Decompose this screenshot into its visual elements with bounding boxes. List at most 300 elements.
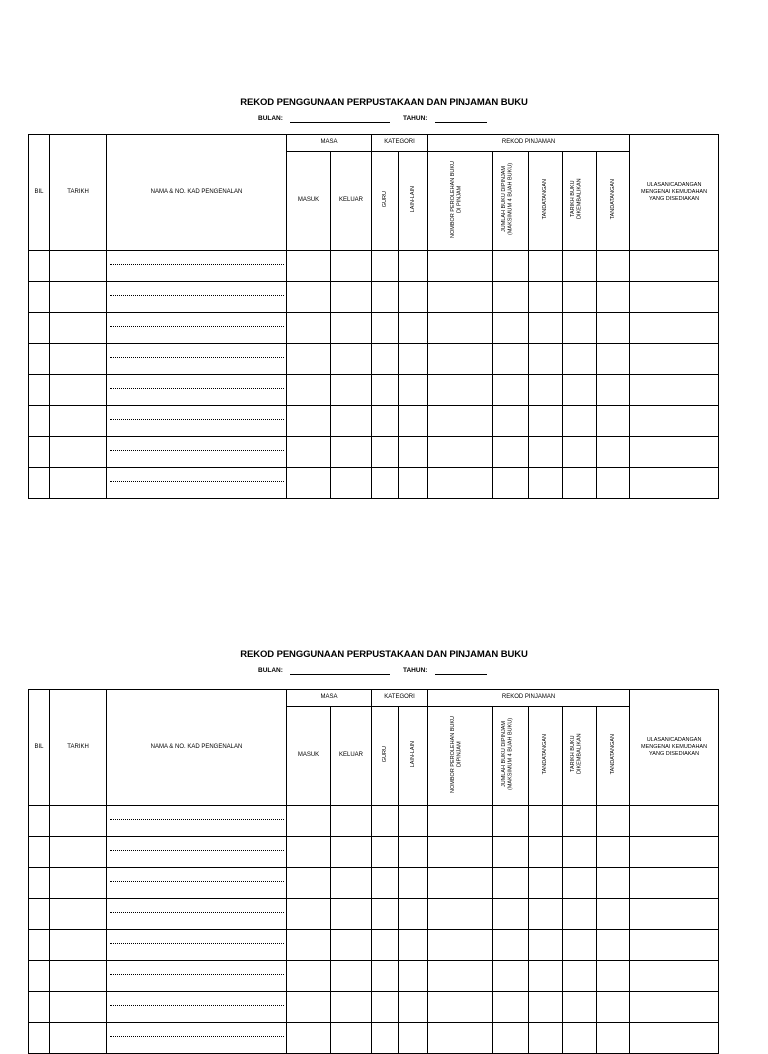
- entry-cell[interactable]: [630, 406, 719, 437]
- dotted-line: [110, 450, 284, 451]
- name-entry-cell[interactable]: [107, 1023, 287, 1054]
- table-row: [29, 468, 719, 499]
- entry-cell[interactable]: [563, 282, 597, 313]
- entry-cell[interactable]: [399, 344, 428, 375]
- entry-cell[interactable]: [50, 437, 107, 468]
- entry-cell[interactable]: [529, 375, 563, 406]
- entry-cell[interactable]: [50, 313, 107, 344]
- entry-cell[interactable]: [287, 282, 331, 313]
- entry-cell[interactable]: [372, 468, 399, 499]
- table-row: [29, 282, 719, 313]
- entry-cell[interactable]: [50, 251, 107, 282]
- entry-cell[interactable]: [493, 899, 529, 930]
- entry-cell[interactable]: [287, 313, 331, 344]
- entry-cell[interactable]: [529, 1023, 563, 1054]
- entry-cell[interactable]: [50, 282, 107, 313]
- header-lain-lain: [399, 152, 428, 251]
- header-ulasan-text: ULASAN/CADANGAN MENGENAI KEMUDAHAN YANG DISEDIAKAN: [641, 737, 708, 757]
- entry-cell[interactable]: [563, 806, 597, 837]
- table-row: [29, 930, 719, 961]
- header-masa: MASA: [287, 135, 372, 152]
- form-title: REKOD PENGGUNAAN PERPUSTAKAAN DAN PINJAMAN BUKU: [240, 649, 528, 660]
- entry-cell[interactable]: [493, 1023, 529, 1054]
- entry-cell[interactable]: [597, 437, 630, 468]
- header-tandatangan-2: [597, 152, 630, 251]
- table-body: [29, 806, 719, 1054]
- tahun-field[interactable]: [435, 122, 487, 123]
- header-tandatangan-1-text: TANDATANGAN: [542, 179, 549, 220]
- bulan-field[interactable]: [290, 122, 390, 123]
- header-guru: [372, 152, 399, 251]
- header-kategori: KATEGORI: [372, 135, 428, 152]
- entry-cell[interactable]: [630, 930, 719, 961]
- table-row: [29, 992, 719, 1023]
- entry-cell[interactable]: [372, 375, 399, 406]
- dotted-line: [110, 264, 284, 265]
- entry-cell[interactable]: [563, 992, 597, 1023]
- entry-cell[interactable]: [529, 344, 563, 375]
- entry-cell[interactable]: [529, 468, 563, 499]
- bulan-field[interactable]: [290, 674, 390, 675]
- dotted-line: [110, 881, 284, 882]
- header-tandatangan-2-text: TANDATANGAN: [609, 734, 616, 775]
- header-tandatangan-1: [529, 707, 563, 806]
- entry-cell[interactable]: [630, 868, 719, 899]
- entry-cell[interactable]: [50, 1023, 107, 1054]
- entry-cell[interactable]: [493, 837, 529, 868]
- entry-cell[interactable]: [597, 406, 630, 437]
- entry-cell[interactable]: [493, 806, 529, 837]
- entry-cell[interactable]: [29, 1023, 50, 1054]
- entry-cell[interactable]: [331, 837, 372, 868]
- entry-cell[interactable]: [630, 992, 719, 1023]
- entry-cell[interactable]: [493, 961, 529, 992]
- entry-cell[interactable]: [529, 837, 563, 868]
- entry-cell[interactable]: [493, 282, 529, 313]
- header-jumlah-buku-text: JUMLAH BUKU DIPINJAM (MAKSIMUM 4 BUAH BUKU): [500, 718, 514, 791]
- entry-cell[interactable]: [597, 868, 630, 899]
- entry-cell[interactable]: [597, 251, 630, 282]
- entry-cell[interactable]: [372, 992, 399, 1023]
- dotted-line: [110, 388, 284, 389]
- header-tarikh-dikembalikan-text: TARIKH BUKU DIKEMBALIKAN: [569, 178, 583, 220]
- rekod-table: [28, 134, 719, 499]
- header-lain-lain-text: LAIN-LAIN: [409, 741, 416, 768]
- entry-cell[interactable]: [563, 406, 597, 437]
- entry-cell[interactable]: [29, 282, 50, 313]
- entry-cell[interactable]: [331, 992, 372, 1023]
- entry-cell[interactable]: [428, 251, 493, 282]
- entry-cell[interactable]: [287, 868, 331, 899]
- entry-cell[interactable]: [428, 1023, 493, 1054]
- entry-cell[interactable]: [287, 437, 331, 468]
- header-nombor-perolehan-text: NOMBOR PEROLEHAN BUKU DI PINJAM: [450, 160, 463, 238]
- entry-cell[interactable]: [50, 837, 107, 868]
- entry-cell[interactable]: [563, 313, 597, 344]
- table-row: [29, 313, 719, 344]
- header-masuk: MASUK: [287, 707, 331, 806]
- entry-cell[interactable]: [399, 806, 428, 837]
- header-rekod-pinjaman: REKOD PINJAMAN: [428, 135, 630, 152]
- entry-cell[interactable]: [399, 992, 428, 1023]
- entry-cell[interactable]: [331, 251, 372, 282]
- entry-cell[interactable]: [29, 406, 50, 437]
- entry-cell[interactable]: [428, 961, 493, 992]
- entry-cell[interactable]: [399, 1023, 428, 1054]
- dotted-line: [110, 1036, 284, 1037]
- entry-cell[interactable]: [372, 930, 399, 961]
- table-body: [29, 251, 719, 499]
- name-entry-cell[interactable]: [107, 282, 287, 313]
- entry-cell[interactable]: [50, 961, 107, 992]
- entry-cell[interactable]: [287, 899, 331, 930]
- entry-cell[interactable]: [529, 313, 563, 344]
- entry-cell[interactable]: [630, 251, 719, 282]
- entry-cell[interactable]: [597, 837, 630, 868]
- entry-cell[interactable]: [331, 282, 372, 313]
- header-tarikh-dikembalikan-text: TARIKH BUKU DIKEMBALIKAN: [569, 733, 583, 775]
- entry-cell[interactable]: [287, 930, 331, 961]
- tahun-label: TAHUN:: [403, 667, 428, 674]
- name-entry-cell[interactable]: [107, 806, 287, 837]
- entry-cell[interactable]: [493, 344, 529, 375]
- entry-cell[interactable]: [597, 1023, 630, 1054]
- tahun-label: TAHUN:: [403, 115, 428, 122]
- entry-cell[interactable]: [29, 313, 50, 344]
- entry-cell[interactable]: [287, 468, 331, 499]
- entry-cell[interactable]: [29, 961, 50, 992]
- dotted-line: [110, 850, 284, 851]
- header-bil: BIL: [29, 135, 50, 251]
- header-guru: [372, 707, 399, 806]
- dotted-line: [110, 481, 284, 482]
- entry-cell[interactable]: [597, 313, 630, 344]
- name-entry-cell[interactable]: [107, 468, 287, 499]
- entry-cell[interactable]: [399, 837, 428, 868]
- name-entry-cell[interactable]: [107, 344, 287, 375]
- entry-cell[interactable]: [529, 992, 563, 1023]
- entry-cell[interactable]: [563, 251, 597, 282]
- entry-cell[interactable]: [372, 282, 399, 313]
- entry-cell[interactable]: [331, 806, 372, 837]
- entry-cell[interactable]: [331, 375, 372, 406]
- entry-cell[interactable]: [372, 899, 399, 930]
- header-tandatangan-2: [597, 707, 630, 806]
- entry-cell[interactable]: [331, 313, 372, 344]
- entry-cell[interactable]: [493, 406, 529, 437]
- entry-cell[interactable]: [372, 1023, 399, 1054]
- entry-cell[interactable]: [29, 930, 50, 961]
- entry-cell[interactable]: [428, 375, 493, 406]
- entry-cell[interactable]: [630, 313, 719, 344]
- entry-cell[interactable]: [529, 930, 563, 961]
- bulan-label: BULAN:: [258, 115, 283, 122]
- entry-cell[interactable]: [493, 930, 529, 961]
- entry-cell[interactable]: [597, 282, 630, 313]
- entry-cell[interactable]: [29, 437, 50, 468]
- entry-cell[interactable]: [630, 961, 719, 992]
- entry-cell[interactable]: [399, 930, 428, 961]
- dotted-line: [110, 419, 284, 420]
- entry-cell[interactable]: [331, 930, 372, 961]
- entry-cell[interactable]: [399, 868, 428, 899]
- entry-cell[interactable]: [563, 1023, 597, 1054]
- entry-cell[interactable]: [428, 313, 493, 344]
- name-entry-cell[interactable]: [107, 313, 287, 344]
- entry-cell[interactable]: [529, 806, 563, 837]
- entry-cell[interactable]: [630, 899, 719, 930]
- table-row: [29, 1023, 719, 1054]
- bulan-label: BULAN:: [258, 667, 283, 674]
- header-bil: BIL: [29, 690, 50, 806]
- entry-cell[interactable]: [287, 406, 331, 437]
- header-nombor-perolehan-text: NOMBOR PEROLEHAN BUKU DIPINJAM: [450, 715, 463, 793]
- header-kategori: KATEGORI: [372, 690, 428, 707]
- entry-cell[interactable]: [29, 375, 50, 406]
- header-tandatangan-2-text: TANDATANGAN: [609, 179, 616, 220]
- name-entry-cell[interactable]: [107, 961, 287, 992]
- header-rekod-pinjaman: REKOD PINJAMAN: [428, 690, 630, 707]
- name-entry-cell[interactable]: [107, 406, 287, 437]
- name-entry-cell[interactable]: [107, 837, 287, 868]
- name-entry-cell[interactable]: [107, 992, 287, 1023]
- name-entry-cell[interactable]: [107, 437, 287, 468]
- header-masa: MASA: [287, 690, 372, 707]
- entry-cell[interactable]: [597, 344, 630, 375]
- entry-cell[interactable]: [630, 344, 719, 375]
- entry-cell[interactable]: [529, 406, 563, 437]
- header-ulasan: [630, 135, 719, 251]
- entry-cell[interactable]: [29, 868, 50, 899]
- dotted-line: [110, 943, 284, 944]
- entry-cell[interactable]: [563, 868, 597, 899]
- entry-cell[interactable]: [630, 837, 719, 868]
- entry-cell[interactable]: [287, 992, 331, 1023]
- entry-cell[interactable]: [287, 1023, 331, 1054]
- header-ulasan-text: ULASAN/CADANGAN MENGENAI KEMUDAHAN YANG DISEDIAKAN: [641, 182, 708, 202]
- table-row: [29, 437, 719, 468]
- entry-cell[interactable]: [630, 806, 719, 837]
- entry-cell[interactable]: [372, 868, 399, 899]
- entry-cell[interactable]: [630, 282, 719, 313]
- header-ulasan: [630, 690, 719, 806]
- form-title: REKOD PENGGUNAAN PERPUSTAKAAN DAN PINJAMAN BUKU: [240, 97, 528, 108]
- entry-cell[interactable]: [50, 468, 107, 499]
- entry-cell[interactable]: [331, 961, 372, 992]
- entry-cell[interactable]: [331, 899, 372, 930]
- header-lain-lain-text: LAIN-LAIN: [409, 186, 416, 213]
- entry-cell[interactable]: [29, 899, 50, 930]
- entry-cell[interactable]: [630, 1023, 719, 1054]
- entry-cell[interactable]: [29, 806, 50, 837]
- entry-cell[interactable]: [399, 899, 428, 930]
- header-guru-text: GURU: [381, 746, 388, 763]
- name-entry-cell[interactable]: [107, 930, 287, 961]
- dotted-line: [110, 326, 284, 327]
- entry-cell[interactable]: [428, 806, 493, 837]
- entry-cell[interactable]: [428, 344, 493, 375]
- table-row: [29, 344, 719, 375]
- entry-cell[interactable]: [597, 961, 630, 992]
- header-lain-lain: [399, 707, 428, 806]
- header-nombor-perolehan: [428, 707, 493, 806]
- entry-cell[interactable]: [372, 406, 399, 437]
- dotted-line: [110, 974, 284, 975]
- entry-cell[interactable]: [331, 406, 372, 437]
- entry-cell[interactable]: [331, 868, 372, 899]
- entry-cell[interactable]: [29, 992, 50, 1023]
- entry-cell[interactable]: [630, 468, 719, 499]
- header-nombor-perolehan: [428, 152, 493, 251]
- entry-cell[interactable]: [399, 375, 428, 406]
- dotted-line: [110, 912, 284, 913]
- table-row: [29, 868, 719, 899]
- table-row: [29, 837, 719, 868]
- entry-cell[interactable]: [331, 468, 372, 499]
- entry-cell[interactable]: [50, 344, 107, 375]
- header-tarikh-dikembalikan: [563, 707, 597, 806]
- entry-cell[interactable]: [597, 468, 630, 499]
- entry-cell[interactable]: [50, 806, 107, 837]
- entry-cell[interactable]: [563, 344, 597, 375]
- entry-cell[interactable]: [331, 1023, 372, 1054]
- entry-cell[interactable]: [399, 251, 428, 282]
- entry-cell[interactable]: [428, 992, 493, 1023]
- header-nama: NAMA & NO. KAD PENGENALAN: [107, 135, 287, 251]
- dotted-line: [110, 1005, 284, 1006]
- entry-cell[interactable]: [529, 868, 563, 899]
- entry-cell[interactable]: [399, 468, 428, 499]
- entry-cell[interactable]: [50, 375, 107, 406]
- entry-cell[interactable]: [331, 437, 372, 468]
- entry-cell[interactable]: [493, 868, 529, 899]
- entry-cell[interactable]: [630, 375, 719, 406]
- header-jumlah-buku: [493, 707, 529, 806]
- entry-cell[interactable]: [29, 344, 50, 375]
- entry-cell[interactable]: [399, 313, 428, 344]
- entry-cell[interactable]: [493, 992, 529, 1023]
- entry-cell[interactable]: [428, 437, 493, 468]
- entry-cell[interactable]: [597, 806, 630, 837]
- entry-cell[interactable]: [493, 468, 529, 499]
- entry-cell[interactable]: [287, 837, 331, 868]
- entry-cell[interactable]: [287, 344, 331, 375]
- entry-cell[interactable]: [597, 930, 630, 961]
- entry-cell[interactable]: [563, 961, 597, 992]
- header-tarikh-dikembalikan: [563, 152, 597, 251]
- entry-cell[interactable]: [563, 375, 597, 406]
- entry-cell[interactable]: [529, 282, 563, 313]
- entry-cell[interactable]: [563, 899, 597, 930]
- entry-cell[interactable]: [50, 868, 107, 899]
- table-row: [29, 406, 719, 437]
- entry-cell[interactable]: [372, 344, 399, 375]
- entry-cell[interactable]: [372, 437, 399, 468]
- header-tandatangan-1-text: TANDATANGAN: [542, 734, 549, 775]
- header-keluar: KELUAR: [331, 707, 372, 806]
- header-nama: NAMA & NO. KAD PENGENALAN: [107, 690, 287, 806]
- name-entry-cell[interactable]: [107, 868, 287, 899]
- entry-cell[interactable]: [331, 344, 372, 375]
- entry-cell[interactable]: [29, 468, 50, 499]
- entry-cell[interactable]: [563, 468, 597, 499]
- entry-cell[interactable]: [50, 899, 107, 930]
- entry-cell[interactable]: [287, 251, 331, 282]
- entry-cell[interactable]: [372, 837, 399, 868]
- entry-cell[interactable]: [50, 992, 107, 1023]
- entry-cell[interactable]: [399, 282, 428, 313]
- entry-cell[interactable]: [428, 930, 493, 961]
- entry-cell[interactable]: [529, 251, 563, 282]
- header-tarikh: TARIKH: [50, 135, 107, 251]
- dotted-line: [110, 819, 284, 820]
- entry-cell[interactable]: [428, 899, 493, 930]
- entry-cell[interactable]: [428, 468, 493, 499]
- entry-cell[interactable]: [493, 437, 529, 468]
- entry-cell[interactable]: [428, 406, 493, 437]
- entry-cell[interactable]: [428, 868, 493, 899]
- entry-cell[interactable]: [287, 961, 331, 992]
- header-guru-text: GURU: [381, 191, 388, 208]
- header-tandatangan-1: [529, 152, 563, 251]
- entry-cell[interactable]: [50, 406, 107, 437]
- table-row: [29, 961, 719, 992]
- header-jumlah-buku-text: JUMLAH BUKU DIPINJAM (MAKSIMUM 4 BUAH BUKU): [500, 163, 514, 236]
- entry-cell[interactable]: [563, 437, 597, 468]
- entry-cell[interactable]: [597, 992, 630, 1023]
- name-entry-cell[interactable]: [107, 251, 287, 282]
- header-keluar: KELUAR: [331, 152, 372, 251]
- entry-cell[interactable]: [372, 251, 399, 282]
- entry-cell[interactable]: [287, 375, 331, 406]
- name-entry-cell[interactable]: [107, 899, 287, 930]
- entry-cell[interactable]: [563, 930, 597, 961]
- entry-cell[interactable]: [29, 837, 50, 868]
- entry-cell[interactable]: [529, 437, 563, 468]
- dotted-line: [110, 357, 284, 358]
- rekod-table: [28, 689, 719, 1054]
- tahun-field[interactable]: [435, 674, 487, 675]
- table-row: [29, 899, 719, 930]
- header-tarikh: TARIKH: [50, 690, 107, 806]
- entry-cell[interactable]: [563, 837, 597, 868]
- entry-cell[interactable]: [493, 251, 529, 282]
- entry-cell[interactable]: [287, 806, 331, 837]
- entry-cell[interactable]: [529, 961, 563, 992]
- entry-cell[interactable]: [597, 375, 630, 406]
- entry-cell[interactable]: [372, 961, 399, 992]
- table-row: [29, 251, 719, 282]
- entry-cell[interactable]: [493, 375, 529, 406]
- dotted-line: [110, 295, 284, 296]
- entry-cell[interactable]: [428, 837, 493, 868]
- entry-cell[interactable]: [372, 313, 399, 344]
- header-masuk: MASUK: [287, 152, 331, 251]
- name-entry-cell[interactable]: [107, 375, 287, 406]
- table-row: [29, 375, 719, 406]
- entry-cell[interactable]: [630, 437, 719, 468]
- entry-cell[interactable]: [372, 806, 399, 837]
- entry-cell[interactable]: [428, 282, 493, 313]
- entry-cell[interactable]: [493, 313, 529, 344]
- entry-cell[interactable]: [597, 899, 630, 930]
- entry-cell[interactable]: [399, 437, 428, 468]
- entry-cell[interactable]: [399, 406, 428, 437]
- entry-cell[interactable]: [529, 899, 563, 930]
- entry-cell[interactable]: [399, 961, 428, 992]
- entry-cell[interactable]: [29, 251, 50, 282]
- entry-cell[interactable]: [50, 930, 107, 961]
